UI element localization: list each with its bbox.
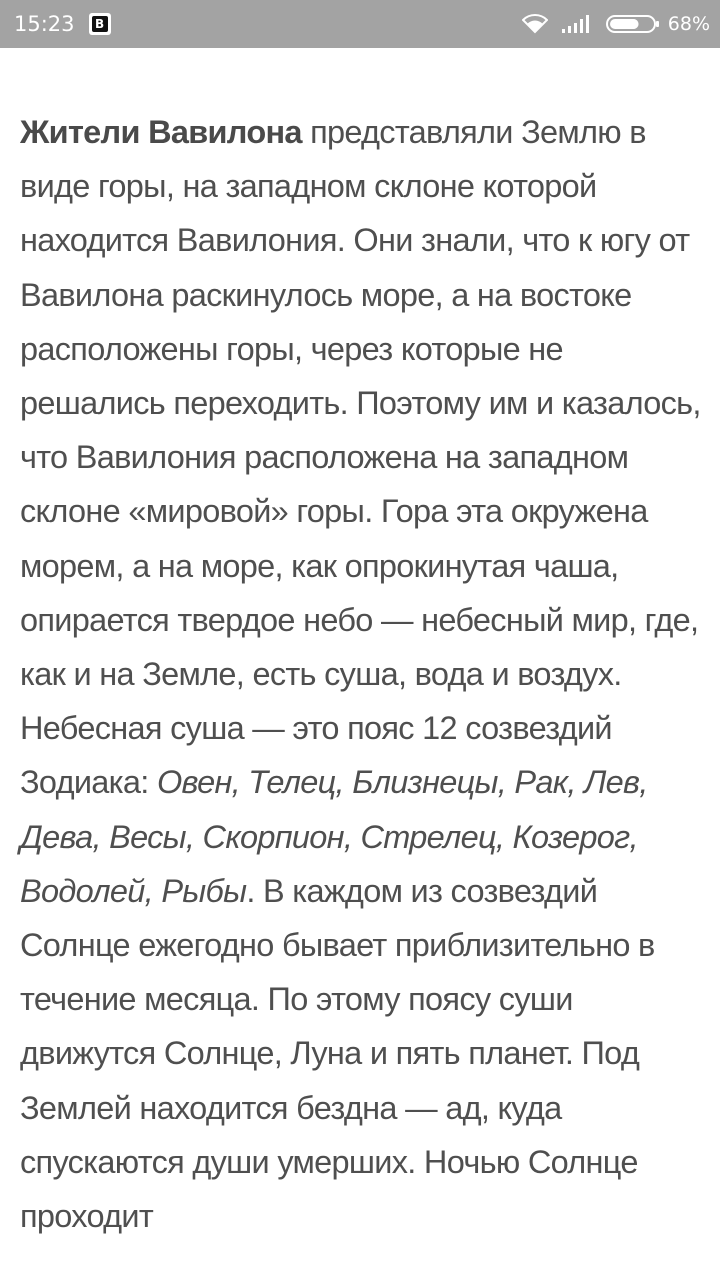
- article-paragraph: [20, 105, 710, 1243]
- battery-icon: [606, 14, 660, 34]
- app-b-icon: B: [89, 13, 111, 35]
- battery-percent: 68%: [667, 13, 710, 35]
- article-text-1: представляли Землю в виде горы, на западном склоне которой находится Вавилония. Они знали, что к югу от Вавилона раскинулось море, а на востоке расположены горы, через которые не решались переходить. Поэтому им и казалось, что Вавилония расположена на западном склоне «мировой» горы. Гора эта окружена морем, а на море, как опрокинутая чаша, опирается твердое небо — небесный мир, где, как и на Земле, есть суша, вода и воздух. Небесная суша — это пояс 12 созвездий Зодиака:: [20, 114, 701, 801]
- article-lead-bold: Жители Вавилона: [20, 114, 302, 150]
- battery: [606, 13, 710, 35]
- status-icons: [522, 13, 710, 35]
- article-text-2: . В каждом из созвездий Солнце ежегодно бывает приблизительно в течение месяца. По этому поясу суши движутся Солнце, Луна и пять планет. Под Землей находится бездна — ад, куда спускаются души умерших. Ночью Солнце проходит: [20, 872, 655, 1235]
- signal-icon: [562, 14, 592, 34]
- zodiac-list: Овен, Телец, Близнецы, Рак, Лев, Дева, Весы, Скорпион, Стрелец, Козерог, Водолей, Рыбы: [20, 764, 648, 909]
- status-time: 15:23: [14, 12, 75, 36]
- status-bar: [0, 0, 720, 48]
- wifi-icon: [522, 14, 548, 34]
